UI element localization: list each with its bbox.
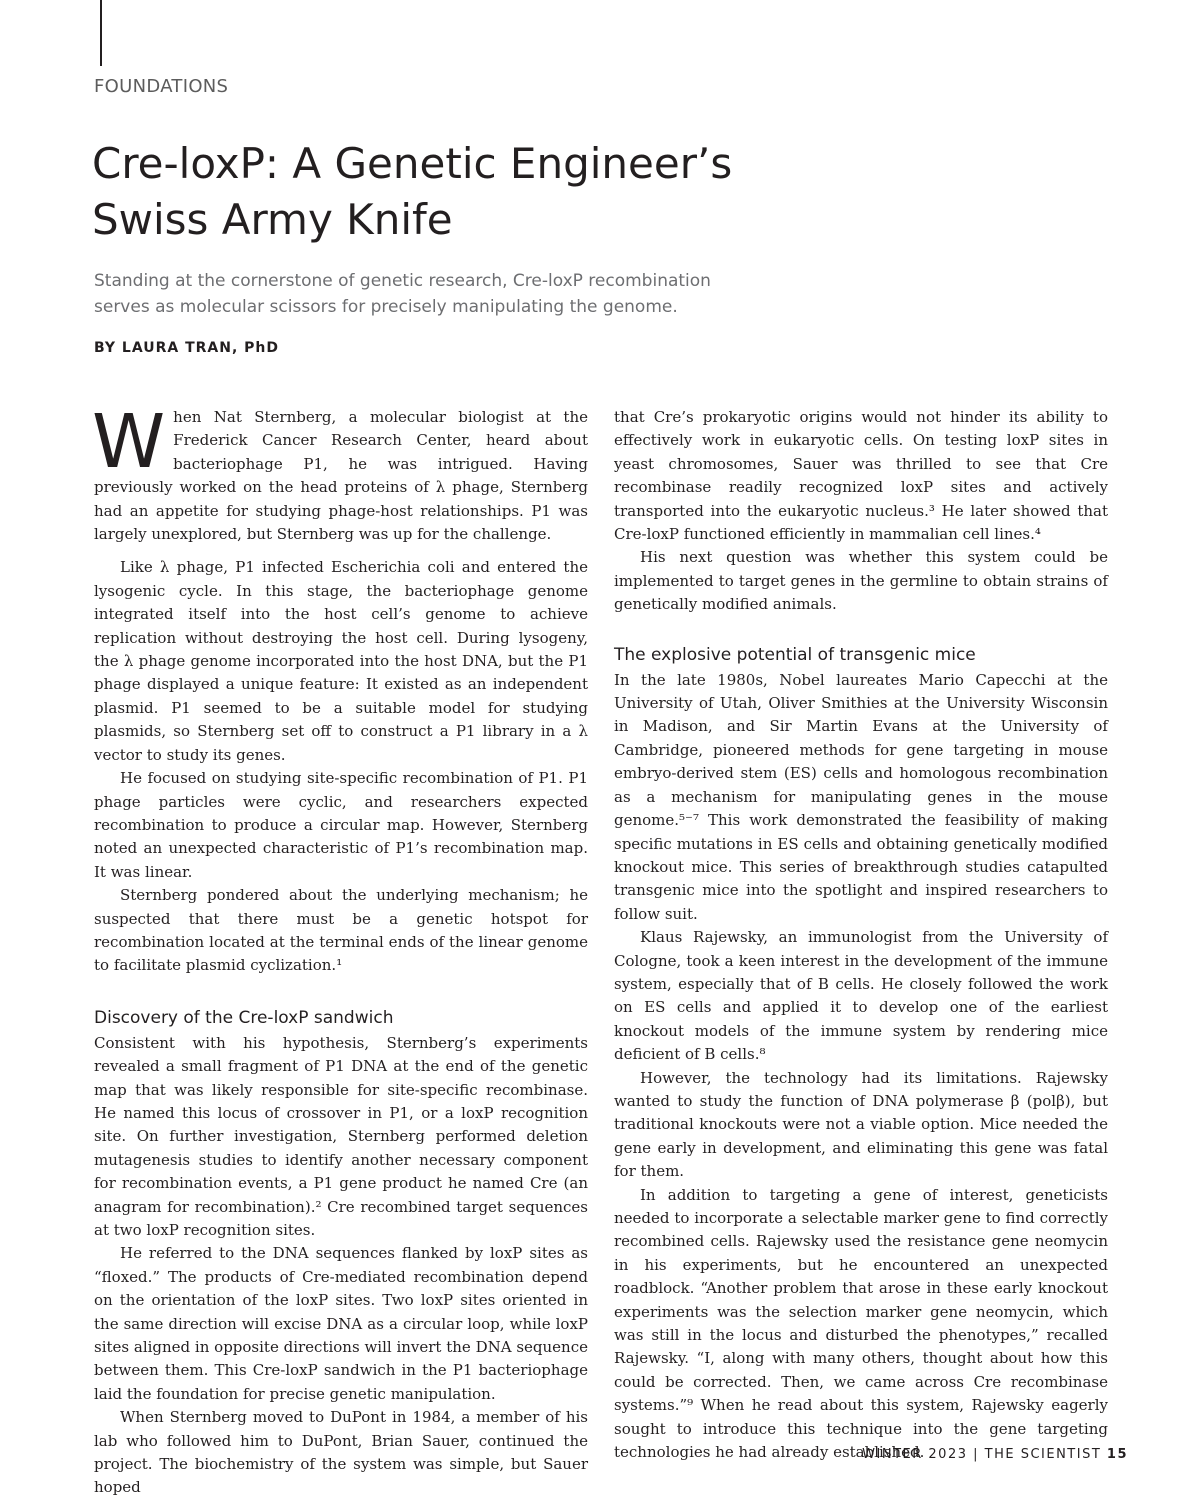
header-rule: [100, 0, 102, 66]
section-heading: Discovery of the Cre-loxP sandwich: [94, 1007, 394, 1028]
title-line-1: Cre-loxP: A Genetic Engineer’s: [92, 139, 733, 188]
page-number: 15: [1106, 1447, 1128, 1462]
drop-cap: W: [92, 399, 166, 485]
right-column: [614, 406, 1108, 1464]
paragraph: Like λ phage, P1 infected Escherichia coli and entered the lysogenic cycle. In this stage, the bacteriophage genome integrated itself into the host cell’s genome to achieve replication without destroying the host cell. During lysogeny, the λ phage genome incorporated into the host DNA, but the P1 phage displayed a unique feature: It existed as an independent plasmid. P1 seemed to be a suitable model for studying plasmids, so Sternberg set off to construct a P1 library in a λ vector to study its genes.: [94, 558, 588, 764]
article-subtitle: [94, 268, 994, 320]
page-footer: [862, 1447, 1128, 1462]
paragraph: In the late 1980s, Nobel laureates Mario Capecchi at the University of Utah, Oliver Smithies at the University Wisconsin in Madison, and Sir Martin Evans at the University of Cambridge, pioneered methods for gene targeting in mouse embryo-derived stem (ES) cells and homologous recombination as a mechanism for manipulating genes in the mouse genome.⁵⁻⁷ This work demonstrated the feasibility of making specific mutations in ES cells and obtaining genetically modified knockout mice. This series of breakthrough studies catapulted transgenic mice into the spotlight and inspired researchers to follow suit.: [614, 670, 1108, 923]
paragraph: [92, 399, 588, 546]
paragraph: Consistent with his hypothesis, Sternberg’s experiments revealed a small fragment of P1 DNA at the end of the genetic map that was likely responsible for site-specific recombinase. He named this locus of crossover in P1, or a loxP recognition site. On further investigation, Sternberg performed deletion mutagenesis studies to identify another necessary component for recombination events, a P1 gene product he named Cre (an anagram for recombination).² Cre recombined target sequences at two loxP recognition sites.: [94, 1033, 588, 1239]
paragraph: His next question was whether this system could be implemented to target genes in the germline to obtain strains of genetically modified animals.: [614, 548, 1108, 614]
section-label: FOUNDATIONS: [94, 76, 229, 97]
byline: BY LAURA TRAN, PhD: [94, 340, 280, 356]
article-title: [92, 136, 992, 248]
paragraph: Sternberg pondered about the underlying mechanism; he suspected that there must be a genetic hotspot for recombination located at the terminal ends of the linear genome to facilitate plasmid cyclization.¹: [94, 886, 588, 975]
paragraph: He focused on studying site-specific recombination of P1. P1 phage particles were cyclic, and researchers expected recombination to produce a circular map. However, Sternberg noted an unexpected characteristic of P1’s recombination map. It was linear.: [94, 769, 588, 881]
paragraph: He referred to the DNA sequences flanked by loxP sites as “floxed.” The products of Cre-mediated recombination depend on the orientation of the loxP sites. Two loxP sites oriented in the same direction will excise DNA as a circular loop, while loxP sites aligned in opposite directions will invert the DNA sequence between them. This Cre-loxP sandwich in the P1 bacteriophage laid the foundation for precise genetic manipulation.: [94, 1244, 588, 1403]
paragraph: In addition to targeting a gene of interest, geneticists needed to incorporate a selectable marker gene to find correctly recombined cells. Rajewsky used the resistance gene neomycin in his experiments, but he encountered an unexpected roadblock. “Another problem that arose in these early knockout experiments was the selection marker gene neomycin, which was still in the locus and disturbed the phenotypes,” recalled Rajewsky. “I, along with many others, thought about how this could be corrected. Then, we came across Cre recombinase systems.”⁹ When he read about this system, Rajewsky eagerly sought to introduce this technique into the gene targeting technologies he had already established.: [614, 1185, 1108, 1462]
title-line-2: Swiss Army Knife: [92, 195, 453, 244]
footer-issue: WINTER 2023 | THE SCIENTIST: [862, 1447, 1107, 1462]
paragraph: When Sternberg moved to DuPont in 1984, a member of his lab who followed him to DuPont, Brian Sauer, continued the project. The biochemistry of the system was simple, but Sauer hoped: [94, 1408, 588, 1497]
paragraph: that Cre’s prokaryotic origins would not hinder its ability to effectively work in eukaryotic cells. On testing loxP sites in yeast chromosomes, Sauer was thrilled to see that Cre recombinase readily recognized loxP sites and actively transported into the eukaryotic nucleus.³ He later showed that Cre-loxP functioned efficiently in mammalian cell lines.⁴: [614, 408, 1108, 544]
subtitle-line-1: Standing at the cornerstone of genetic research, Cre-loxP recombination: [94, 271, 711, 291]
paragraph: Klaus Rajewsky, an immunologist from the University of Cologne, took a keen interest in the development of the immune system, especially that of B cells. He closely followed the work on ES cells and applied it to develop one of the earliest knockout models of the immune system by rendering mice deficient of B cells.⁸: [614, 928, 1108, 1064]
section-heading: The explosive potential of transgenic mice: [614, 644, 976, 665]
paragraph: However, the technology had its limitations. Rajewsky wanted to study the function of DNA polymerase β (polβ), but traditional knockouts were not a viable option. Mice needed the gene early in development, and eliminating this gene was fatal for them.: [614, 1068, 1108, 1181]
paragraph-text: hen Nat Sternberg, a molecular biologist at the Frederick Cancer Research Center, heard about bacteriophage P1, he was intrigued. Having previously worked on the head proteins of λ phage, Sternberg had an appetite for studying phage-host relationships. P1 was largely unexplored, but Sternberg was up for the challenge.: [94, 408, 588, 544]
left-column: [92, 399, 588, 1500]
subtitle-line-2: serves as molecular scissors for precisely manipulating the genome.: [94, 297, 678, 317]
